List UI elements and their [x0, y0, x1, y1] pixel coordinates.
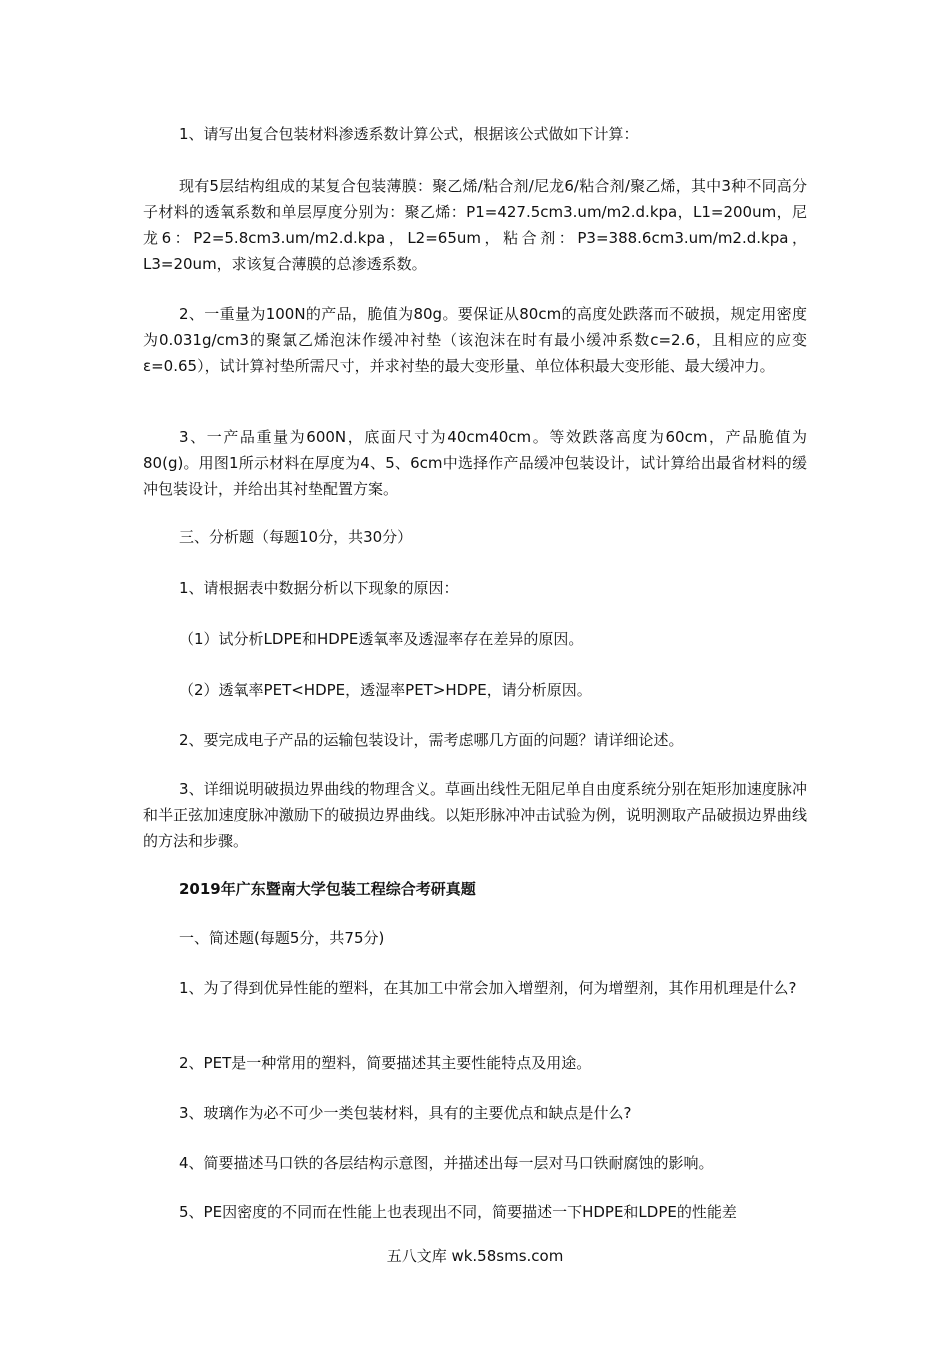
question-composite-permeability: 1、请写出复合包装材料渗透系数计算公式，根据该公式做如下计算：	[179, 125, 639, 143]
page-footer-watermark: 五八文库 wk.58sms.com	[386, 1247, 564, 1265]
section-analysis-title: 三、分析题（每题10分，共30分）	[179, 528, 413, 546]
exam-title: 2019年广东暨南大学包装工程综合考研真题	[179, 880, 476, 898]
question-composite-film-detail: 现有5层结构组成的某复合包装薄膜：聚乙烯/粘合剂/尼龙6/粘合剂/聚乙烯，其中3种不同高分子材料的透氧系数和单层厚度分别为：聚乙烯：P1=427.5cm3.um/m2.d.kpa，L1=200um，尼龙6：P2=5.8cm3.um/m2.d.kpa，L2=65um，粘合剂：P3=388.6cm3.um/m2.d.kpa，L3=20um，求该复合薄膜的总渗透系数。	[143, 177, 807, 273]
short-answer-question-4: 4、简要描述马口铁的各层结构示意图，并描述出每一层对马口铁耐腐蚀的影响。	[179, 1154, 714, 1172]
question-cushion-pad-calculation: 2、一重量为100N的产品，脆值为80g。要保证从80cm的高度处跌落而不破损，规定用密度为0.031g/cm3的聚氯乙烯泡沫作缓冲衬垫（该泡沫在时有最小缓冲系数c=2.6，且相应的应变ε=0.65），试计算衬垫所需尺寸，并求衬垫的最大变形量、单位体积最大变形能、最大缓冲力。	[143, 305, 807, 375]
analysis-question-1-intro: 1、请根据表中数据分析以下现象的原因：	[179, 579, 459, 597]
short-answer-question-2: 2、PET是一种常用的塑料，简要描述其主要性能特点及用途。	[179, 1054, 592, 1072]
short-answer-question-3: 3、玻璃作为必不可少一类包装材料，具有的主要优点和缺点是什么?	[179, 1104, 632, 1122]
section-short-answer-title: 一、简述题(每题5分，共75分)	[179, 929, 385, 947]
short-answer-question-1: 1、为了得到优异性能的塑料，在其加工中常会加入增塑剂，何为增塑剂，其作用机理是什么?	[179, 979, 797, 997]
analysis-question-1-part-2: （2）透氧率PET<HDPE，透湿率PET>HDPE，请分析原因。	[179, 681, 592, 699]
analysis-question-1-part-1: （1）试分析LDPE和HDPE透氧率及透湿率存在差异的原因。	[179, 630, 584, 648]
analysis-question-2: 2、要完成电子产品的运输包装设计，需考虑哪几方面的问题？请详细论述。	[179, 731, 684, 749]
short-answer-question-5: 5、PE因密度的不同而在性能上也表现出不同，简要描述一下HDPE和LDPE的性能差	[179, 1203, 737, 1221]
question-cushion-package-design: 3、一产品重量为600N，底面尺寸为40cm40cm。等效跌落高度为60cm，产品脆值为80(g)。用图1所示材料在厚度为4、5、6cm中选择作产品缓冲包装设计，试计算给出最省材料的缓冲包装设计，并给出其衬垫配置方案。	[143, 428, 807, 498]
analysis-question-3: 3、详细说明破损边界曲线的物理含义。草画出线性无阻尼单自由度系统分别在矩形加速度脉冲和半正弦加速度脉冲激励下的破损边界曲线。以矩形脉冲冲击试验为例，说明测取产品破损边界曲线的方法和步骤。	[143, 780, 807, 850]
